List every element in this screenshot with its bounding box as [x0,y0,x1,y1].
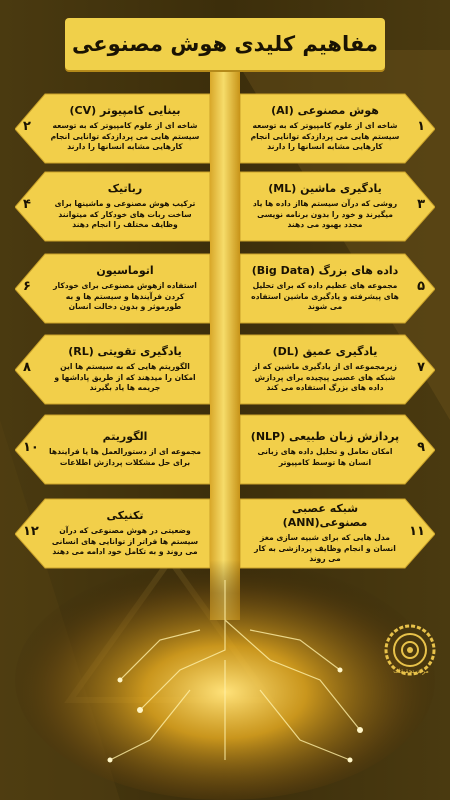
sign-number: ۱۰ [23,440,39,455]
left-sign-6 [15,497,210,570]
sign-heading: هوش مصنوعی (AI) [271,104,379,118]
sign-description: الگوریتم هایی که به سیستم ها این امکان را میدهند که از طریق پاداشها و جریمه ها یاد بگیرند [54,362,196,393]
sign-number: ۱ [417,119,425,134]
sign-heading: بینایی کامپیوتر (CV) [69,104,181,118]
sign-description: مجموعه ای از دستورالعمل ها یا فرایندها برای حل مشکلات پردازش اطلاعات [49,447,201,467]
right-sign-5 [240,413,435,486]
left-sign-5 [15,413,210,486]
sign-number: ۴ [23,197,31,212]
sign-number: ۱۲ [23,524,39,539]
sign-heading: یادگیری ماشین (ML) [268,182,382,196]
sign-heading: یادگیری تقویتی (RL) [68,345,182,359]
sign-number: ۱۱ [409,524,425,539]
right-sign-2 [240,170,435,243]
right-sign-6 [240,497,435,570]
sign-text-block [245,333,403,406]
sign-description: شاخه ای از علوم کامپیوتر که به توسعه سیستم هایی می پردازدکه توانایی انجام کارهایی مشابه انسانها را دارند [50,121,200,152]
sign-number: ۳ [417,197,425,212]
left-sign-3 [15,252,210,325]
right-sign-4 [240,333,435,406]
sign-number: ۹ [417,440,425,455]
sign-heading: یادگیری عمیق (DL) [272,345,378,359]
sign-heading: الگوریتم [102,430,148,444]
sign-description: مدل هایی که برای شبیه سازی مغز انسان و انجام وظایف پردازشی به کار می روند [254,533,396,564]
sign-description: زیرمجموعه ای از یادگیری ماشین که از شبکه های عصبی پیچیده برای پردازش داده های بزرگ استفاده می کند [253,362,397,393]
right-sign-1 [240,92,435,165]
signpost-pole [210,60,240,620]
sign-number: ۷ [417,360,425,375]
sign-text-block [245,413,403,486]
sign-description: وضعیتی در هوش مصنوعی که درآن سیستم ها فراتر از توانایی های انسانی می روند و به تکامل خود ادامه می دهند [51,526,199,557]
sign-text-block [245,497,403,570]
sign-text-block [47,333,205,406]
sign-heading: پردازش زبان طبیعی (NLP) [250,430,400,444]
left-sign-2 [15,170,210,243]
title-banner [65,18,385,70]
left-sign-4 [15,333,210,406]
sign-heading: داده های بزرگ (Big Data) [251,264,399,278]
sign-text-block [245,170,403,243]
page-title: مفاهیم کلیدی هوش مصنوعی [72,32,378,56]
sign-description: استفاده ازهوش مصنوعی برای خودکار کردن فرآیندها و سیستم ها و به طورموثر و بدون دخالت انسان [53,281,197,312]
sign-description: شاخه ای از علوم کامپیوتر که به توسعه سیستم هایی می پردازدکه توانایی انجام کارهایی مشابه انسانها را دارند [250,121,400,152]
right-sign-3 [240,252,435,325]
sign-text-block [47,413,205,486]
sign-heading: تکنیکی [106,509,144,523]
sign-text-block [47,92,205,165]
sign-text-block [47,170,205,243]
sign-text-block [47,497,205,570]
sign-description: مجموعه های عظیم داده که برای تحلیل های پیشرفته و یادگیری ماشین استفاده می شوند [251,281,399,312]
logo-caption: مرکز تحقیقات [393,668,429,675]
sign-description: ترکیب هوش مصنوعی و ماشینها برای ساخت ربات های خودکار که میتوانند وظایف مختلف را انجام دهند [54,199,196,230]
left-sign-1 [15,92,210,165]
sign-description: امکان تعامل و تحلیل داده های زبانی انسان ها توسط کامپیوتر [257,447,393,467]
sign-heading: شبکه عصبی مصنوعی(ANN) [282,502,368,530]
sign-text-block [245,252,403,325]
sign-description: روشی که درآن سیستم هااز داده ها یاد میگیرند و خود را بدون برنامه نویسی مجدد بهبود می دهند [252,199,398,230]
sign-text-block [245,92,403,165]
sign-number: ۵ [417,279,425,294]
sign-number: ۲ [23,119,31,134]
sign-heading: رباتیک [107,182,143,196]
sign-number: ۸ [23,360,31,375]
sign-text-block [47,252,205,325]
sign-heading: اتوماسیون [96,264,154,278]
sign-number: ۶ [23,279,31,294]
